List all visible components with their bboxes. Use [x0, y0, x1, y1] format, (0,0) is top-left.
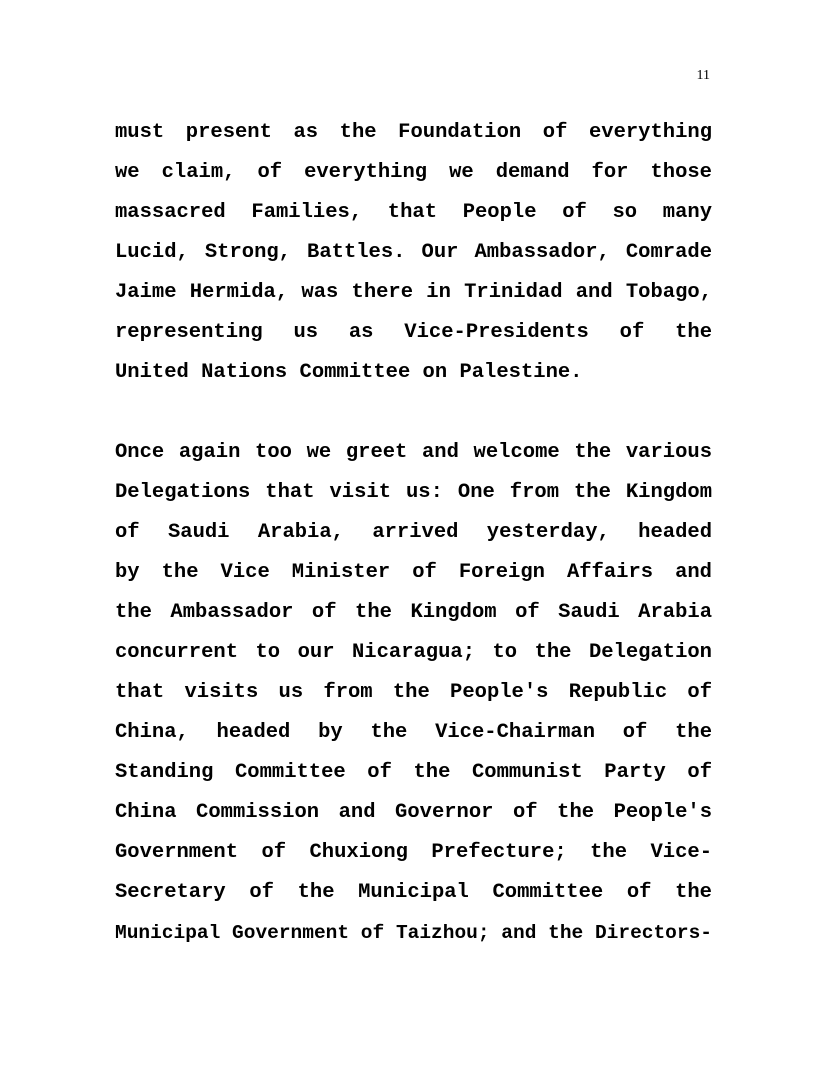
- page-number: 11: [696, 68, 710, 83]
- paragraph-break: [115, 393, 712, 433]
- text-line: Secretary of the Municipal Committee of the: [115, 881, 712, 904]
- paragraph-2: [115, 433, 712, 953]
- text-line: Municipal Government of Taizhou; and the Directors-: [115, 922, 712, 944]
- text-line: must present as the Foundation of everything: [115, 121, 712, 144]
- text-line: China Commission and Governor of the People's: [115, 801, 712, 824]
- paragraph-1: [115, 113, 712, 393]
- text-line: United Nations Committee on Palestine.: [115, 361, 583, 384]
- text-line: of Saudi Arabia, arrived yesterday, headed: [115, 521, 712, 544]
- text-line: Once again too we greet and welcome the various: [115, 441, 712, 464]
- text-line: Delegations that visit us: One from the Kingdom: [115, 481, 712, 504]
- text-line: China, headed by the Vice-Chairman of the: [115, 721, 712, 744]
- document-body: [115, 113, 712, 953]
- text-line: Jaime Hermida, was there in Trinidad and Tobago,: [115, 281, 712, 304]
- text-line: massacred Families, that People of so many: [115, 201, 712, 224]
- text-line: representing us as Vice-Presidents of the: [115, 321, 712, 344]
- text-line: concurrent to our Nicaragua; to the Delegation: [115, 641, 712, 664]
- text-line: the Ambassador of the Kingdom of Saudi Arabia: [115, 601, 712, 624]
- text-line: Standing Committee of the Communist Party of: [115, 761, 712, 784]
- text-line: by the Vice Minister of Foreign Affairs and: [115, 561, 712, 584]
- text-line: we claim, of everything we demand for those: [115, 161, 712, 184]
- text-line: Lucid, Strong, Battles. Our Ambassador, Comrade: [115, 241, 712, 264]
- text-line: that visits us from the People's Republic of: [115, 681, 712, 704]
- text-line: Government of Chuxiong Prefecture; the Vice-: [115, 841, 712, 864]
